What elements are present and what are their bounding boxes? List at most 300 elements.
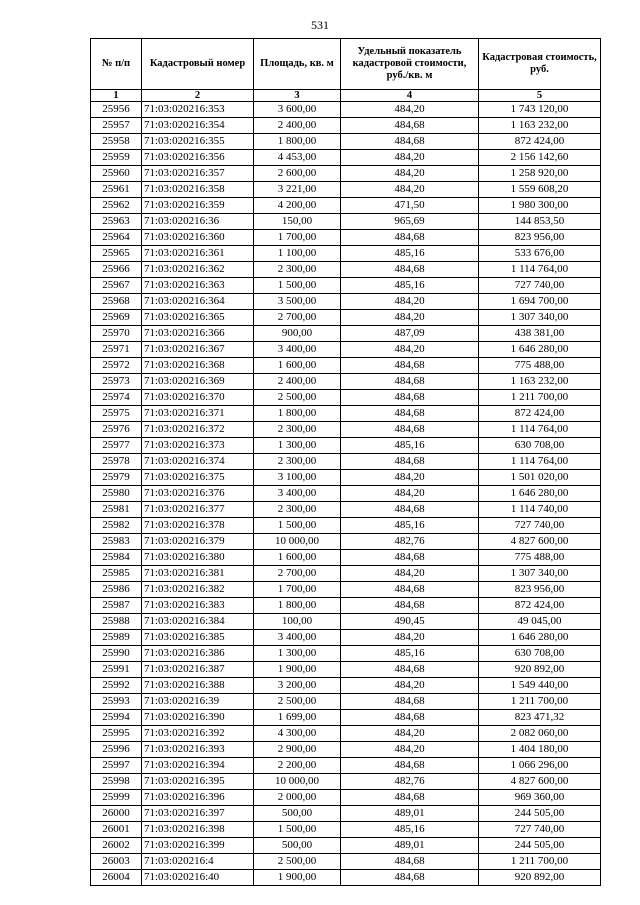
table-row xyxy=(91,646,601,662)
area-cell: 1 600,00 xyxy=(254,358,341,374)
unit-value-cell: 484,68 xyxy=(341,454,479,470)
area-cell: 2 700,00 xyxy=(254,310,341,326)
column-header-index: № п/п xyxy=(91,39,142,90)
cadastral-value-cell: 920 892,00 xyxy=(479,870,601,886)
unit-value-cell: 485,16 xyxy=(341,518,479,534)
cadastral-value-cell: 1 307 340,00 xyxy=(479,566,601,582)
row-index-cell: 25961 xyxy=(91,182,142,198)
cadastral-value-cell: 4 827 600,00 xyxy=(479,774,601,790)
row-index-cell: 26000 xyxy=(91,806,142,822)
cadastral-value-cell: 727 740,00 xyxy=(479,822,601,838)
column-header-cadastral-value: Кадастровая стоимость, руб. xyxy=(479,39,601,90)
area-cell: 3 600,00 xyxy=(254,102,341,118)
row-index-cell: 25956 xyxy=(91,102,142,118)
area-cell: 3 200,00 xyxy=(254,678,341,694)
cadastral-value-cell: 872 424,00 xyxy=(479,134,601,150)
table-row xyxy=(91,758,601,774)
area-cell: 2 400,00 xyxy=(254,374,341,390)
table-row xyxy=(91,118,601,134)
table-row xyxy=(91,566,601,582)
unit-value-cell: 484,20 xyxy=(341,150,479,166)
cadastral-number-cell: 71:03:020216:393 xyxy=(142,742,254,758)
table-row xyxy=(91,198,601,214)
column-header-area: Площадь, кв. м xyxy=(254,39,341,90)
unit-value-cell: 484,20 xyxy=(341,294,479,310)
table-row xyxy=(91,230,601,246)
row-index-cell: 25982 xyxy=(91,518,142,534)
area-cell: 1 700,00 xyxy=(254,582,341,598)
table-row xyxy=(91,726,601,742)
cadastral-number-cell: 71:03:020216:361 xyxy=(142,246,254,262)
cadastral-number-cell: 71:03:020216:375 xyxy=(142,470,254,486)
cadastral-value-cell: 1 258 920,00 xyxy=(479,166,601,182)
table-row xyxy=(91,150,601,166)
unit-value-cell: 484,68 xyxy=(341,758,479,774)
cadastral-value-cell: 823 956,00 xyxy=(479,230,601,246)
unit-value-cell: 471,50 xyxy=(341,198,479,214)
cadastral-value-cell: 533 676,00 xyxy=(479,246,601,262)
row-index-cell: 26004 xyxy=(91,870,142,886)
row-index-cell: 25958 xyxy=(91,134,142,150)
area-cell: 2 500,00 xyxy=(254,854,341,870)
cadastral-number-cell: 71:03:020216:388 xyxy=(142,678,254,694)
unit-value-cell: 484,68 xyxy=(341,390,479,406)
unit-value-cell: 489,01 xyxy=(341,806,479,822)
column-number: 3 xyxy=(254,90,341,102)
area-cell: 2 700,00 xyxy=(254,566,341,582)
cadastral-number-cell: 71:03:020216:372 xyxy=(142,422,254,438)
row-index-cell: 25975 xyxy=(91,406,142,422)
cadastral-value-cell: 1 114 740,00 xyxy=(479,502,601,518)
table-row xyxy=(91,694,601,710)
area-cell: 10 000,00 xyxy=(254,774,341,790)
unit-value-cell: 484,68 xyxy=(341,422,479,438)
cadastral-number-cell: 71:03:020216:354 xyxy=(142,118,254,134)
area-cell: 1 300,00 xyxy=(254,646,341,662)
table-row xyxy=(91,854,601,870)
row-index-cell: 26002 xyxy=(91,838,142,854)
cadastral-value-cell: 1 211 700,00 xyxy=(479,854,601,870)
area-cell: 1 699,00 xyxy=(254,710,341,726)
unit-value-cell: 484,68 xyxy=(341,406,479,422)
row-index-cell: 25976 xyxy=(91,422,142,438)
cadastral-number-cell: 71:03:020216:386 xyxy=(142,646,254,662)
table-row xyxy=(91,406,601,422)
row-index-cell: 25997 xyxy=(91,758,142,774)
cadastral-number-cell: 71:03:020216:360 xyxy=(142,230,254,246)
cadastral-number-cell: 71:03:020216:376 xyxy=(142,486,254,502)
area-cell: 1 800,00 xyxy=(254,406,341,422)
table-row xyxy=(91,486,601,502)
cadastral-number-cell: 71:03:020216:397 xyxy=(142,806,254,822)
area-cell: 2 400,00 xyxy=(254,118,341,134)
row-index-cell: 25981 xyxy=(91,502,142,518)
unit-value-cell: 484,68 xyxy=(341,598,479,614)
table-body xyxy=(91,102,601,886)
unit-value-cell: 482,76 xyxy=(341,534,479,550)
row-index-cell: 25967 xyxy=(91,278,142,294)
area-cell: 4 200,00 xyxy=(254,198,341,214)
area-cell: 3 100,00 xyxy=(254,470,341,486)
cadastral-number-cell: 71:03:020216:370 xyxy=(142,390,254,406)
unit-value-cell: 484,20 xyxy=(341,342,479,358)
cadastral-value-cell: 1 501 020,00 xyxy=(479,470,601,486)
cadastral-number-cell: 71:03:020216:392 xyxy=(142,726,254,742)
area-cell: 3 400,00 xyxy=(254,630,341,646)
table-row xyxy=(91,310,601,326)
cadastral-value-cell: 1 646 280,00 xyxy=(479,342,601,358)
table-row xyxy=(91,262,601,278)
column-header-cadastral-number: Кадастровый номер xyxy=(142,39,254,90)
column-number: 1 xyxy=(91,90,142,102)
table-row xyxy=(91,870,601,886)
cadastral-number-cell: 71:03:020216:396 xyxy=(142,790,254,806)
cadastral-value-cell: 823 956,00 xyxy=(479,582,601,598)
area-cell: 1 500,00 xyxy=(254,518,341,534)
row-index-cell: 25972 xyxy=(91,358,142,374)
unit-value-cell: 484,68 xyxy=(341,662,479,678)
unit-value-cell: 484,68 xyxy=(341,710,479,726)
table-row xyxy=(91,246,601,262)
cadastral-value-cell: 1 163 232,00 xyxy=(479,118,601,134)
area-cell: 4 300,00 xyxy=(254,726,341,742)
table-row xyxy=(91,806,601,822)
unit-value-cell: 484,68 xyxy=(341,550,479,566)
cadastral-number-cell: 71:03:020216:368 xyxy=(142,358,254,374)
unit-value-cell: 484,68 xyxy=(341,374,479,390)
cadastral-value-cell: 1 114 764,00 xyxy=(479,422,601,438)
unit-value-cell: 484,68 xyxy=(341,854,479,870)
unit-value-cell: 487,09 xyxy=(341,326,479,342)
cadastral-value-cell: 1 211 700,00 xyxy=(479,694,601,710)
cadastral-value-cell: 438 381,00 xyxy=(479,326,601,342)
row-index-cell: 25970 xyxy=(91,326,142,342)
row-index-cell: 25984 xyxy=(91,550,142,566)
unit-value-cell: 484,20 xyxy=(341,182,479,198)
table-row xyxy=(91,134,601,150)
cadastral-value-cell: 775 488,00 xyxy=(479,550,601,566)
area-cell: 2 200,00 xyxy=(254,758,341,774)
unit-value-cell: 484,20 xyxy=(341,678,479,694)
cadastral-value-cell: 1 646 280,00 xyxy=(479,630,601,646)
area-cell: 1 600,00 xyxy=(254,550,341,566)
cadastral-value-cell: 1 066 296,00 xyxy=(479,758,601,774)
cadastral-number-cell: 71:03:020216:367 xyxy=(142,342,254,358)
unit-value-cell: 482,76 xyxy=(341,774,479,790)
unit-value-cell: 484,20 xyxy=(341,566,479,582)
table-row xyxy=(91,534,601,550)
table-row xyxy=(91,662,601,678)
table-row xyxy=(91,294,601,310)
unit-value-cell: 484,20 xyxy=(341,166,479,182)
row-index-cell: 25969 xyxy=(91,310,142,326)
cadastral-number-cell: 71:03:020216:384 xyxy=(142,614,254,630)
page-number: 531 xyxy=(311,18,329,32)
cadastral-value-table xyxy=(90,38,601,886)
table-row xyxy=(91,518,601,534)
unit-value-cell: 484,68 xyxy=(341,134,479,150)
column-number: 4 xyxy=(341,90,479,102)
area-cell: 1 900,00 xyxy=(254,870,341,886)
cadastral-number-cell: 71:03:020216:385 xyxy=(142,630,254,646)
row-index-cell: 25957 xyxy=(91,118,142,134)
cadastral-number-cell: 71:03:020216:4 xyxy=(142,854,254,870)
area-cell: 3 500,00 xyxy=(254,294,341,310)
area-cell: 1 500,00 xyxy=(254,822,341,838)
table-row xyxy=(91,102,601,118)
table-row xyxy=(91,614,601,630)
area-cell: 10 000,00 xyxy=(254,534,341,550)
cadastral-number-cell: 71:03:020216:356 xyxy=(142,150,254,166)
area-cell: 1 100,00 xyxy=(254,246,341,262)
table-row xyxy=(91,742,601,758)
cadastral-number-cell: 71:03:020216:399 xyxy=(142,838,254,854)
row-index-cell: 25992 xyxy=(91,678,142,694)
cadastral-number-cell: 71:03:020216:371 xyxy=(142,406,254,422)
unit-value-cell: 484,68 xyxy=(341,230,479,246)
table-row xyxy=(91,278,601,294)
table-row xyxy=(91,358,601,374)
row-index-cell: 25994 xyxy=(91,710,142,726)
row-index-cell: 25977 xyxy=(91,438,142,454)
cadastral-value-cell: 630 708,00 xyxy=(479,438,601,454)
cadastral-value-cell: 1 980 300,00 xyxy=(479,198,601,214)
table-row xyxy=(91,454,601,470)
row-index-cell: 25996 xyxy=(91,742,142,758)
table-row xyxy=(91,838,601,854)
unit-value-cell: 484,20 xyxy=(341,630,479,646)
cadastral-value-cell: 1 114 764,00 xyxy=(479,454,601,470)
cadastral-number-cell: 71:03:020216:378 xyxy=(142,518,254,534)
column-header-unit-value: Удельный показатель кадастровой стоимости, руб./кв. м xyxy=(341,39,479,90)
row-index-cell: 25978 xyxy=(91,454,142,470)
area-cell: 900,00 xyxy=(254,326,341,342)
row-index-cell: 25983 xyxy=(91,534,142,550)
area-cell: 2 300,00 xyxy=(254,262,341,278)
cadastral-value-cell: 1 114 764,00 xyxy=(479,262,601,278)
cadastral-number-cell: 71:03:020216:364 xyxy=(142,294,254,310)
area-cell: 2 300,00 xyxy=(254,422,341,438)
area-cell: 1 800,00 xyxy=(254,598,341,614)
unit-value-cell: 485,16 xyxy=(341,278,479,294)
cadastral-number-cell: 71:03:020216:39 xyxy=(142,694,254,710)
cadastral-number-cell: 71:03:020216:355 xyxy=(142,134,254,150)
unit-value-cell: 485,16 xyxy=(341,646,479,662)
area-cell: 2 500,00 xyxy=(254,390,341,406)
row-index-cell: 25995 xyxy=(91,726,142,742)
cadastral-value-cell: 1 694 700,00 xyxy=(479,294,601,310)
unit-value-cell: 484,20 xyxy=(341,726,479,742)
cadastral-value-cell: 1 163 232,00 xyxy=(479,374,601,390)
cadastral-number-cell: 71:03:020216:353 xyxy=(142,102,254,118)
column-number: 2 xyxy=(142,90,254,102)
cadastral-value-cell: 1 307 340,00 xyxy=(479,310,601,326)
area-cell: 2 900,00 xyxy=(254,742,341,758)
unit-value-cell: 484,68 xyxy=(341,262,479,278)
row-index-cell: 25964 xyxy=(91,230,142,246)
cadastral-value-cell: 244 505,00 xyxy=(479,806,601,822)
cadastral-value-cell: 727 740,00 xyxy=(479,278,601,294)
cadastral-value-cell: 49 045,00 xyxy=(479,614,601,630)
row-index-cell: 25962 xyxy=(91,198,142,214)
table-row xyxy=(91,710,601,726)
row-index-cell: 25974 xyxy=(91,390,142,406)
area-cell: 3 221,00 xyxy=(254,182,341,198)
row-index-cell: 25963 xyxy=(91,214,142,230)
area-cell: 1 500,00 xyxy=(254,278,341,294)
table-row xyxy=(91,422,601,438)
cadastral-value-cell: 872 424,00 xyxy=(479,406,601,422)
cadastral-number-cell: 71:03:020216:359 xyxy=(142,198,254,214)
table-row xyxy=(91,678,601,694)
table-row xyxy=(91,182,601,198)
area-cell: 2 300,00 xyxy=(254,454,341,470)
row-index-cell: 25973 xyxy=(91,374,142,390)
table-row xyxy=(91,630,601,646)
unit-value-cell: 965,69 xyxy=(341,214,479,230)
cadastral-value-cell: 920 892,00 xyxy=(479,662,601,678)
row-index-cell: 25990 xyxy=(91,646,142,662)
table-row xyxy=(91,390,601,406)
area-cell: 500,00 xyxy=(254,806,341,822)
cadastral-number-cell: 71:03:020216:373 xyxy=(142,438,254,454)
unit-value-cell: 484,68 xyxy=(341,582,479,598)
unit-value-cell: 484,20 xyxy=(341,102,479,118)
unit-value-cell: 484,68 xyxy=(341,358,479,374)
cadastral-value-cell: 1 549 440,00 xyxy=(479,678,601,694)
cadastral-number-cell: 71:03:020216:40 xyxy=(142,870,254,886)
table-row xyxy=(91,214,601,230)
cadastral-number-cell: 71:03:020216:383 xyxy=(142,598,254,614)
cadastral-value-cell: 2 082 060,00 xyxy=(479,726,601,742)
row-index-cell: 26001 xyxy=(91,822,142,838)
table-row xyxy=(91,374,601,390)
cadastral-number-cell: 71:03:020216:387 xyxy=(142,662,254,678)
row-index-cell: 25985 xyxy=(91,566,142,582)
row-index-cell: 25993 xyxy=(91,694,142,710)
cadastral-value-cell: 727 740,00 xyxy=(479,518,601,534)
cadastral-number-cell: 71:03:020216:363 xyxy=(142,278,254,294)
unit-value-cell: 485,16 xyxy=(341,438,479,454)
area-cell: 2 300,00 xyxy=(254,502,341,518)
table-row xyxy=(91,502,601,518)
unit-value-cell: 490,45 xyxy=(341,614,479,630)
row-index-cell: 25987 xyxy=(91,598,142,614)
area-cell: 100,00 xyxy=(254,614,341,630)
row-index-cell: 26003 xyxy=(91,854,142,870)
cadastral-value-cell: 1 404 180,00 xyxy=(479,742,601,758)
area-cell: 3 400,00 xyxy=(254,486,341,502)
table-row xyxy=(91,598,601,614)
area-cell: 4 453,00 xyxy=(254,150,341,166)
row-index-cell: 25998 xyxy=(91,774,142,790)
cadastral-number-cell: 71:03:020216:380 xyxy=(142,550,254,566)
row-index-cell: 25959 xyxy=(91,150,142,166)
table-row xyxy=(91,470,601,486)
area-cell: 1 700,00 xyxy=(254,230,341,246)
cadastral-value-cell: 872 424,00 xyxy=(479,598,601,614)
column-number: 5 xyxy=(479,90,601,102)
unit-value-cell: 484,20 xyxy=(341,470,479,486)
cadastral-number-cell: 71:03:020216:398 xyxy=(142,822,254,838)
cadastral-number-cell: 71:03:020216:369 xyxy=(142,374,254,390)
cadastral-value-cell: 4 827 600,00 xyxy=(479,534,601,550)
unit-value-cell: 484,20 xyxy=(341,486,479,502)
area-cell: 1 800,00 xyxy=(254,134,341,150)
table-row xyxy=(91,342,601,358)
area-cell: 2 600,00 xyxy=(254,166,341,182)
unit-value-cell: 484,68 xyxy=(341,870,479,886)
cadastral-value-cell: 823 471,32 xyxy=(479,710,601,726)
area-cell: 1 300,00 xyxy=(254,438,341,454)
table-row xyxy=(91,438,601,454)
row-index-cell: 25986 xyxy=(91,582,142,598)
area-cell: 3 400,00 xyxy=(254,342,341,358)
cadastral-number-cell: 71:03:020216:377 xyxy=(142,502,254,518)
area-cell: 150,00 xyxy=(254,214,341,230)
cadastral-number-cell: 71:03:020216:381 xyxy=(142,566,254,582)
row-index-cell: 25989 xyxy=(91,630,142,646)
cadastral-value-cell: 969 360,00 xyxy=(479,790,601,806)
table-row xyxy=(91,790,601,806)
unit-value-cell: 484,68 xyxy=(341,694,479,710)
unit-value-cell: 485,16 xyxy=(341,246,479,262)
cadastral-number-cell: 71:03:020216:394 xyxy=(142,758,254,774)
unit-value-cell: 484,68 xyxy=(341,502,479,518)
area-cell: 500,00 xyxy=(254,838,341,854)
unit-value-cell: 484,68 xyxy=(341,790,479,806)
cadastral-value-cell: 775 488,00 xyxy=(479,358,601,374)
row-index-cell: 25965 xyxy=(91,246,142,262)
cadastral-number-cell: 71:03:020216:358 xyxy=(142,182,254,198)
table-row xyxy=(91,774,601,790)
cadastral-value-cell: 1 646 280,00 xyxy=(479,486,601,502)
table-row xyxy=(91,166,601,182)
row-index-cell: 25960 xyxy=(91,166,142,182)
table-row xyxy=(91,582,601,598)
area-cell: 2 000,00 xyxy=(254,790,341,806)
cadastral-number-cell: 71:03:020216:379 xyxy=(142,534,254,550)
unit-value-cell: 489,01 xyxy=(341,838,479,854)
cadastral-number-cell: 71:03:020216:390 xyxy=(142,710,254,726)
area-cell: 2 500,00 xyxy=(254,694,341,710)
unit-value-cell: 484,68 xyxy=(341,118,479,134)
cadastral-value-cell: 2 156 142,60 xyxy=(479,150,601,166)
cadastral-number-cell: 71:03:020216:36 xyxy=(142,214,254,230)
cadastral-number-cell: 71:03:020216:365 xyxy=(142,310,254,326)
cadastral-value-cell: 630 708,00 xyxy=(479,646,601,662)
row-index-cell: 25968 xyxy=(91,294,142,310)
cadastral-value-cell: 1 559 608,20 xyxy=(479,182,601,198)
cadastral-number-cell: 71:03:020216:382 xyxy=(142,582,254,598)
cadastral-value-cell: 244 505,00 xyxy=(479,838,601,854)
row-index-cell: 25991 xyxy=(91,662,142,678)
table-header-row xyxy=(91,39,601,90)
table-row xyxy=(91,822,601,838)
area-cell: 1 900,00 xyxy=(254,662,341,678)
row-index-cell: 25988 xyxy=(91,614,142,630)
cadastral-number-cell: 71:03:020216:374 xyxy=(142,454,254,470)
cadastral-number-cell: 71:03:020216:357 xyxy=(142,166,254,182)
table-row xyxy=(91,326,601,342)
row-index-cell: 25980 xyxy=(91,486,142,502)
cadastral-value-cell: 1 211 700,00 xyxy=(479,390,601,406)
unit-value-cell: 485,16 xyxy=(341,822,479,838)
column-number-row xyxy=(91,90,601,102)
row-index-cell: 25971 xyxy=(91,342,142,358)
row-index-cell: 25979 xyxy=(91,470,142,486)
unit-value-cell: 484,20 xyxy=(341,310,479,326)
